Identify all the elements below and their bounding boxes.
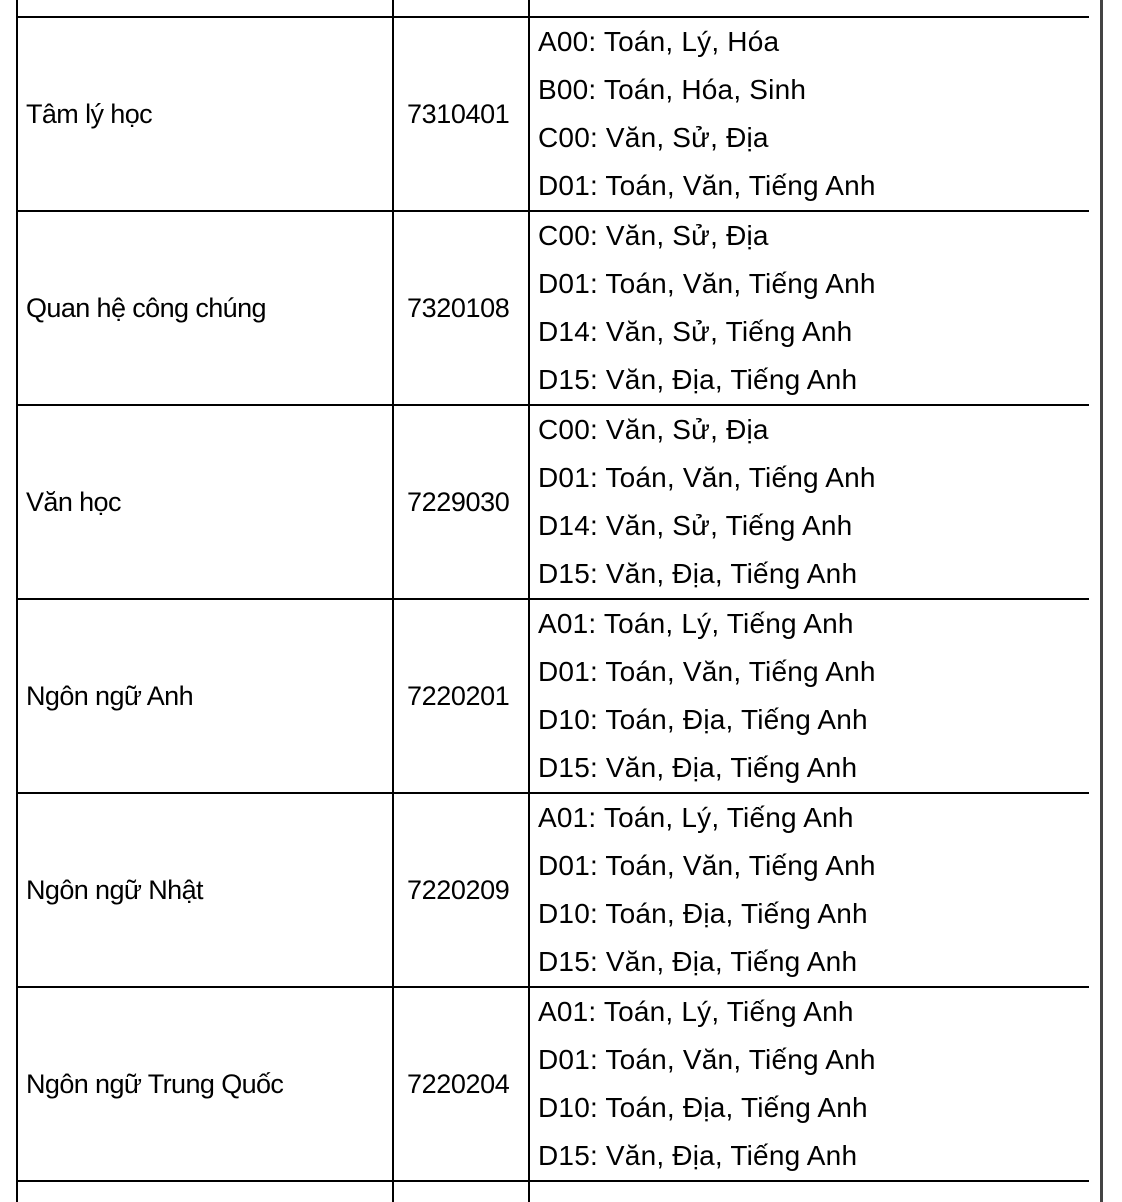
combination-cell (529, 0, 1089, 17)
table-row (17, 599, 1089, 793)
major-code-cell (393, 0, 529, 17)
combination-cell (529, 987, 1089, 1181)
major-name-cell: Ngôn ngữ Trung Quốc (17, 987, 393, 1181)
combination-cell (529, 17, 1089, 211)
combination-line: D15: Văn, Địa, Tiếng Anh (538, 558, 858, 589)
combination-line: C00: Văn, Sử, Địa (538, 122, 769, 153)
combination-line: D01: Toán, Văn, Tiếng Anh (538, 1044, 876, 1075)
major-name-cell: Ngôn ngữ Anh (17, 599, 393, 793)
document-page (16, 0, 1089, 1202)
major-name-cell (17, 1181, 393, 1202)
combination-line: D01: Toán, Văn, Tiếng Anh (538, 462, 876, 493)
combination-cell (529, 405, 1089, 599)
combination-line: D01: Toán, Văn, Tiếng Anh (538, 850, 876, 881)
combination-line: D15: Văn, Địa, Tiếng Anh (538, 946, 858, 977)
major-code-cell: 7220204 (393, 987, 529, 1181)
table-row (17, 17, 1089, 211)
major-code-cell (393, 1181, 529, 1202)
table-row (17, 211, 1089, 405)
table-row (17, 793, 1089, 987)
combination-line: A00: Toán, Lý, Hóa (538, 26, 780, 57)
table-row-partial-bottom (17, 1181, 1089, 1202)
major-code-cell: 7310401 (393, 17, 529, 211)
major-name-cell (17, 0, 393, 17)
combination-line: D10: Toán, Địa, Tiếng Anh (538, 898, 868, 929)
combination-line: D15: Văn, Địa, Tiếng Anh (538, 364, 858, 395)
combination-line: D01: Toán, Văn, Tiếng Anh (538, 170, 876, 201)
combination-line: D14: Văn, Sử, Tiếng Anh (538, 510, 853, 541)
table-row (17, 405, 1089, 599)
page-edge-rule (1100, 0, 1103, 1202)
major-code-cell: 7220201 (393, 599, 529, 793)
major-code-cell: 7229030 (393, 405, 529, 599)
combination-cell (529, 793, 1089, 987)
combination-line: C00: Văn, Sử, Địa (538, 414, 769, 445)
combination-line: D15: Văn, Địa, Tiếng Anh (538, 1140, 858, 1171)
combination-line: D15: Văn, Địa, Tiếng Anh (538, 752, 858, 783)
combination-line: B00: Toán, Hóa, Sinh (538, 74, 807, 105)
major-name-cell: Tâm lý học (17, 17, 393, 211)
combination-line: A01: Toán, Lý, Tiếng Anh (538, 608, 854, 639)
majors-table (16, 0, 1089, 1202)
combination-cell (529, 599, 1089, 793)
table-row-partial-top (17, 0, 1089, 17)
combination-line: D10: Toán, Địa, Tiếng Anh (538, 704, 868, 735)
combination-cell (529, 211, 1089, 405)
major-code-cell: 7220209 (393, 793, 529, 987)
combination-line: A01: Toán, Lý, Tiếng Anh (538, 996, 854, 1027)
combination-line: C00: Văn, Sử, Địa (538, 220, 769, 251)
combination-cell (529, 1181, 1089, 1202)
major-name-cell: Văn học (17, 405, 393, 599)
major-code-cell: 7320108 (393, 211, 529, 405)
table-row (17, 987, 1089, 1181)
combination-line: D01: Toán, Văn, Tiếng Anh (538, 656, 876, 687)
combination-line: D10: Toán, Địa, Tiếng Anh (538, 1092, 868, 1123)
combination-line: A01: Toán, Lý, Tiếng Anh (538, 802, 854, 833)
combination-line: D14: Văn, Sử, Tiếng Anh (538, 316, 853, 347)
major-name-cell: Ngôn ngữ Nhật (17, 793, 393, 987)
major-name-cell: Quan hệ công chúng (17, 211, 393, 405)
combination-line: D01: Toán, Văn, Tiếng Anh (538, 268, 876, 299)
